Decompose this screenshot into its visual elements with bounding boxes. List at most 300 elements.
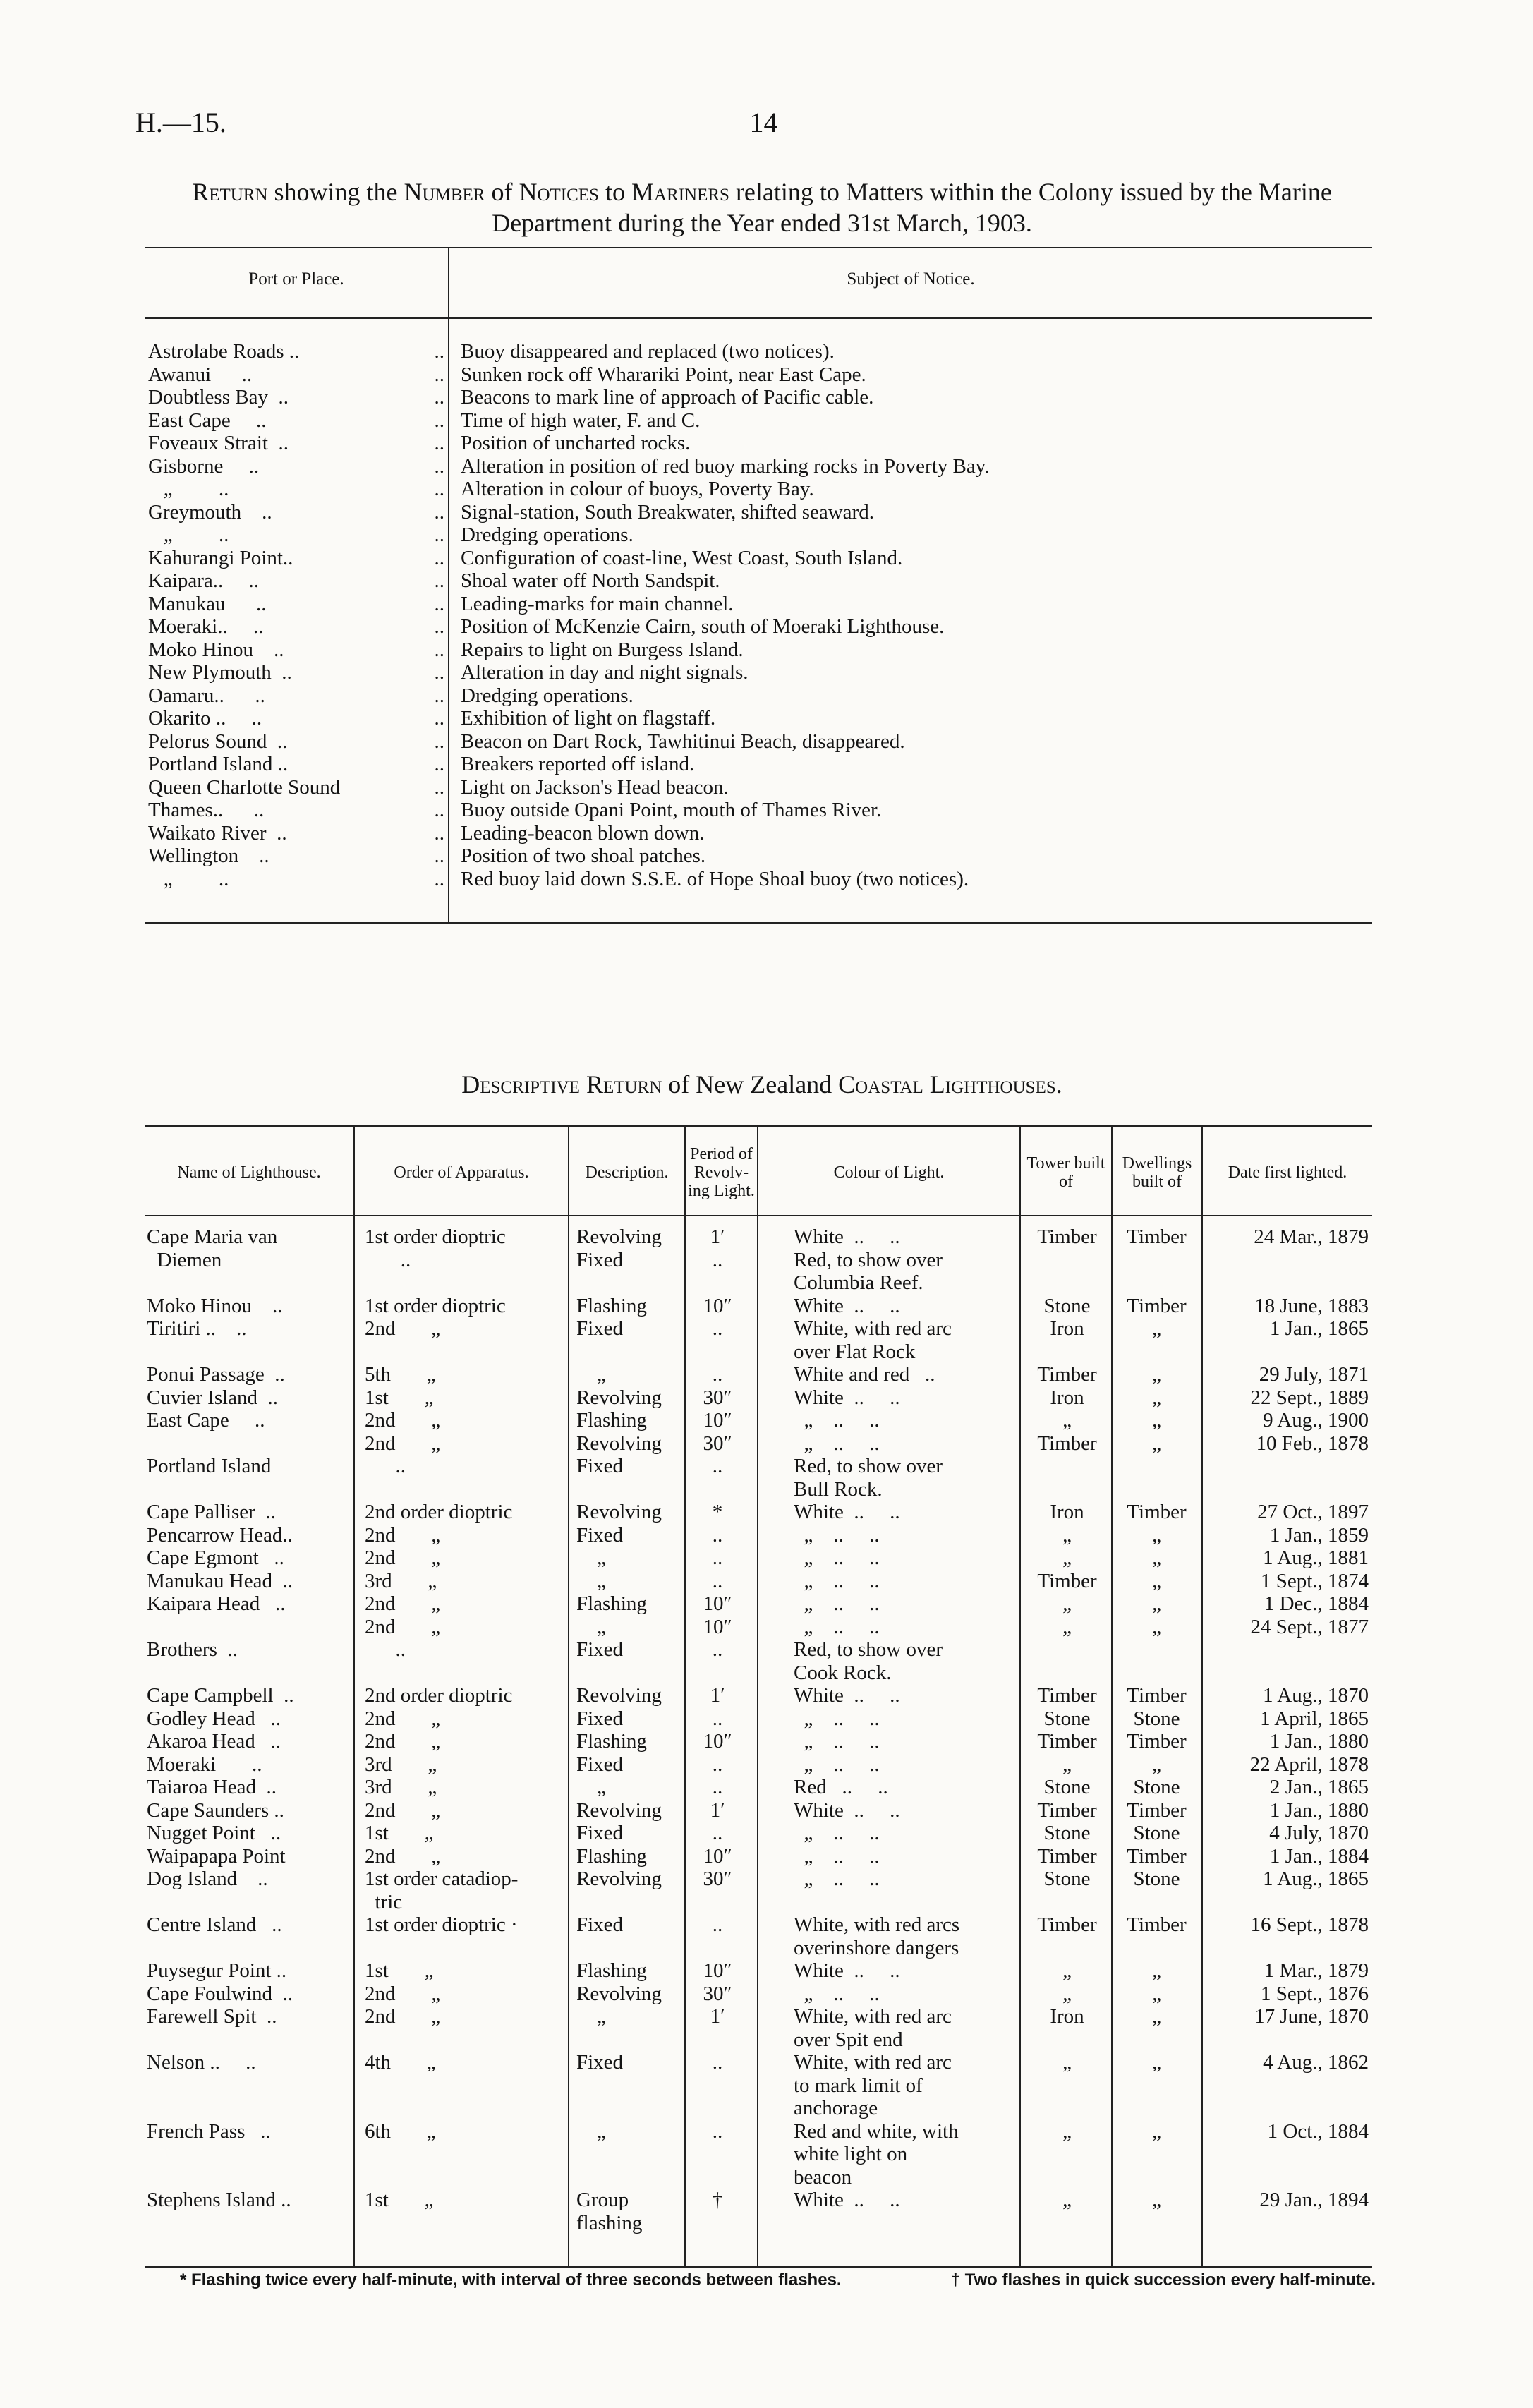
light-colour: „ .. ..: [794, 1844, 880, 1868]
notice-port: Gisborne ..: [148, 454, 260, 478]
revolving-period: 30″: [703, 1982, 732, 2005]
notice-row: [145, 593, 1372, 616]
dwellings-material: „: [1152, 1386, 1161, 1409]
lighthouse-name: Cape Egmont ..: [147, 1547, 284, 1569]
light-description: Revolving: [576, 1868, 662, 1890]
leader-dots: ..: [434, 409, 444, 432]
notice-row: [145, 478, 1372, 501]
dwellings-material: „: [1152, 2051, 1161, 2074]
lighthouse-name: Brothers ..: [147, 1638, 238, 1661]
lighthouse-name: Moeraki ..: [147, 1753, 262, 1776]
light-colour: Red and white, with white light on beacon: [794, 2119, 959, 2189]
date-first-lighted: 17 June, 1870: [1254, 2005, 1369, 2028]
light-colour: „ .. ..: [794, 1868, 880, 1890]
notice-port: Manukau ..: [148, 592, 267, 615]
date-first-lighted: 1 Jan., 1884: [1269, 1844, 1369, 1868]
lighthouse-row: [145, 1776, 1372, 1799]
lighthouse-row: [145, 1822, 1372, 1845]
lighthouse-row: [145, 1592, 1372, 1616]
apparatus-order: 2nd order dioptric: [365, 1684, 513, 1707]
notice-subject: Buoy disappeared and replaced (two notices).: [461, 340, 835, 363]
light-colour: White .. ..: [794, 1294, 900, 1317]
col-header-date: Date first lighted.: [1228, 1163, 1347, 1182]
dwellings-material: Timber: [1127, 1294, 1187, 1317]
light-colour: „ .. ..: [794, 1982, 880, 2005]
dwellings-material: „: [1152, 1432, 1161, 1455]
leader-dots: ..: [434, 775, 444, 799]
notice-port: Moko Hinou ..: [148, 638, 284, 661]
notice-port: Kaipara.. ..: [148, 569, 260, 592]
tower-material: „: [1062, 1959, 1072, 1982]
dwellings-material: Timber: [1127, 1684, 1187, 1707]
tower-material: „: [1062, 2119, 1072, 2143]
light-colour: White .. ..: [794, 1798, 900, 1822]
light-description: Flashing: [576, 1294, 647, 1317]
light-colour: White, with red arc over Spit end: [794, 2005, 952, 2051]
dwellings-material: Stone: [1133, 1868, 1180, 1890]
date-first-lighted: 1 Jan., 1880: [1269, 1730, 1369, 1753]
light-description: Flashing: [576, 1959, 647, 1982]
notice-row: [145, 363, 1372, 387]
notice-row: [145, 639, 1372, 662]
notice-row: [145, 386, 1372, 409]
apparatus-order: 6th „: [365, 2119, 436, 2143]
lighthouse-row: [145, 1295, 1372, 1318]
notice-row: [145, 524, 1372, 547]
date-first-lighted: 9 Aug., 1900: [1263, 1409, 1369, 1432]
lighthouse-row: [145, 1753, 1372, 1777]
col-header-colour: Colour of Light.: [833, 1163, 945, 1182]
notice-row: [145, 501, 1372, 524]
lighthouse-name: French Pass ..: [147, 2119, 271, 2143]
dwellings-material: „: [1152, 1569, 1161, 1592]
notice-subject: Leading-marks for main channel.: [461, 592, 734, 615]
tower-material: Iron: [1050, 1386, 1084, 1409]
lighthouse-name: Portland Island: [147, 1455, 272, 1477]
leader-dots: ..: [434, 638, 444, 661]
lighthouse-row: [145, 1501, 1372, 1524]
leader-dots: ..: [434, 845, 444, 867]
header-rule: [145, 317, 1372, 319]
apparatus-order: 2nd „: [365, 2005, 441, 2028]
notice-row: [145, 569, 1372, 593]
notice-subject: Alteration in position of red buoy marking rocks in Poverty Bay.: [461, 454, 990, 478]
revolving-period: ..: [712, 1569, 723, 1592]
light-description: Fixed: [576, 1707, 624, 1730]
apparatus-order: 2nd „ ..: [365, 1432, 441, 1477]
light-description: „ Fixed: [576, 1615, 624, 1661]
lighthouse-name: Dog Island ..: [147, 1868, 268, 1890]
light-description: Revolving: [576, 1501, 662, 1523]
notice-port: Greymouth ..: [148, 500, 272, 524]
light-colour: „ .. ..: [794, 1569, 880, 1592]
light-colour: „ .. ..: [794, 1822, 880, 1844]
lighthouse-name: Stephens Island ..: [147, 2189, 291, 2211]
notice-row: [145, 432, 1372, 455]
light-description: „: [576, 1547, 606, 1569]
notice-port: Wellington ..: [148, 845, 269, 867]
revolving-period: 1′: [710, 1684, 725, 1707]
apparatus-order: 1st „: [365, 1386, 434, 1409]
col-header-name: Name of Lighthouse.: [177, 1163, 321, 1182]
tower-material: Stone: [1043, 1294, 1091, 1317]
notice-port: Kahurangi Point..: [148, 546, 293, 569]
light-colour: White .. ..: [794, 1684, 900, 1707]
lighthouse-name: Waipapapa Point: [147, 1844, 286, 1868]
col-header-port: Port or Place.: [248, 270, 344, 289]
light-colour: White .. ..: [794, 1501, 900, 1523]
light-description: Revolving: [576, 1386, 662, 1409]
lighthouse-name: Tiritiri .. ..: [147, 1317, 247, 1340]
light-description: Revolving: [576, 1798, 662, 1822]
light-description: Group flashing: [576, 2189, 643, 2234]
date-first-lighted: 1 Aug., 1881: [1263, 1547, 1369, 1569]
apparatus-order: 2nd „: [365, 1730, 441, 1753]
leader-dots: ..: [434, 707, 444, 730]
dwellings-material: „: [1152, 2119, 1161, 2143]
light-colour: White, with red arc to mark limit of anchorage: [794, 2051, 952, 2119]
revolving-period: 10″: [703, 1592, 732, 1615]
light-colour: White .. .. Red, to show over Columbia Reef.: [794, 1226, 943, 1294]
apparatus-order: 5th „: [365, 1363, 436, 1386]
tower-material: Timber: [1037, 1569, 1097, 1592]
lighthouse-row: [145, 1524, 1372, 1547]
revolving-period: 10″: [703, 1294, 732, 1317]
notice-row: [145, 615, 1372, 639]
leader-dots: ..: [434, 684, 444, 707]
notice-row: [145, 409, 1372, 432]
title-text: relating to Matters within the Colony issued by the Marine Department during the Year ended 31st March, 1903.: [492, 178, 1332, 237]
tower-material: Timber: [1037, 1684, 1097, 1707]
apparatus-order: 1st order dioptric: [365, 1294, 506, 1317]
revolving-period: 30″: [703, 1386, 732, 1409]
notice-subject: Red buoy laid down S.S.E. of Hope Shoal buoy (two notices).: [461, 867, 969, 890]
date-first-lighted: 16 Sept., 1878: [1250, 1913, 1369, 1936]
revolving-period: ..: [712, 1523, 723, 1547]
apparatus-order: 2nd „: [365, 1409, 441, 1432]
light-description: Flashing: [576, 1409, 647, 1432]
lighthouse-name: Pencarrow Head..: [147, 1523, 293, 1547]
header-rule: [145, 1215, 1372, 1216]
revolving-period: ..: [712, 1753, 723, 1776]
apparatus-order: 3rd „: [365, 1753, 437, 1776]
tower-material: Stone: [1043, 1707, 1091, 1730]
dwellings-material: Timber: [1127, 1730, 1187, 1753]
leader-dots: ..: [434, 478, 444, 500]
revolving-period: ..: [712, 2051, 723, 2074]
notice-row: [145, 799, 1372, 822]
light-colour: Red .. ..: [794, 1776, 888, 1798]
title-word: Notices: [519, 178, 599, 206]
tower-material: „: [1062, 1615, 1072, 1638]
revolving-period: 1′: [710, 1798, 725, 1822]
dwellings-material: Timber: [1127, 1844, 1187, 1868]
notice-port: East Cape ..: [148, 409, 267, 432]
date-first-lighted: 1 Jan., 1859: [1269, 1523, 1369, 1547]
revolving-period: *: [712, 1501, 723, 1523]
notice-port: Doubtless Bay ..: [148, 386, 289, 409]
dwellings-material: „: [1152, 2005, 1161, 2028]
title-text: of: [485, 178, 519, 206]
page-header: [135, 106, 1392, 148]
apparatus-order: 1st „: [365, 1822, 434, 1844]
notice-row: [145, 730, 1372, 754]
tower-material: Stone: [1043, 1868, 1091, 1890]
lighthouse-row: [145, 1845, 1372, 1868]
lighthouse-name: Ponui Passage ..: [147, 1363, 285, 1386]
tower-material: Iron: [1050, 1501, 1084, 1523]
apparatus-order: 2nd „: [365, 1547, 441, 1569]
notice-row: [145, 776, 1372, 799]
notice-subject: Dredging operations.: [461, 524, 634, 546]
apparatus-order: 3rd „: [365, 1776, 437, 1798]
apparatus-order: 2nd „: [365, 1844, 441, 1868]
tower-material: „: [1062, 1547, 1072, 1569]
tower-material: „: [1062, 1592, 1072, 1615]
notice-subject: Leading-beacon blown down.: [461, 821, 705, 845]
leader-dots: ..: [434, 454, 444, 478]
notice-row: [145, 845, 1372, 868]
date-first-lighted: 27 Oct., 1897: [1257, 1501, 1369, 1523]
lighthouse-row: [145, 1730, 1372, 1753]
leader-dots: ..: [434, 730, 444, 753]
date-first-lighted: 1 Jan., 1865: [1269, 1317, 1369, 1340]
light-colour: White, with red arc over Flat Rock: [794, 1317, 952, 1363]
col-header-period: Period of Revolv-ing Light.: [688, 1145, 755, 1200]
light-description: Fixed: [576, 1822, 624, 1844]
date-first-lighted: 4 Aug., 1862: [1263, 2051, 1369, 2074]
date-first-lighted: 4 July, 1870: [1269, 1822, 1369, 1844]
revolving-period: ..: [712, 1822, 723, 1844]
apparatus-order: 2nd „: [365, 1592, 441, 1615]
lighthouse-row: [145, 1570, 1372, 1593]
tower-material: „: [1062, 1753, 1072, 1776]
lighthouse-name: Cape Saunders ..: [147, 1798, 284, 1822]
notice-port: „ ..: [148, 524, 229, 546]
date-first-lighted: 1 Mar., 1879: [1264, 1959, 1369, 1982]
lighthouse-row: [145, 2189, 1372, 2234]
date-first-lighted: 1 Aug., 1865: [1263, 1868, 1369, 1890]
notice-port: „ ..: [148, 867, 229, 890]
tower-material: „: [1062, 2051, 1072, 2074]
apparatus-order: 2nd „: [365, 1317, 441, 1340]
light-colour: „ .. ..: [794, 1523, 880, 1547]
leader-dots: ..: [434, 821, 444, 845]
notice-subject: Exhibition of light on flagstaff.: [461, 707, 716, 730]
leader-dots: ..: [434, 615, 444, 638]
title-word: Return: [586, 1070, 662, 1099]
notice-port: Foveaux Strait ..: [148, 432, 289, 454]
lighthouse-row: [145, 1317, 1372, 1363]
revolving-period: 10″: [703, 1844, 732, 1868]
notice-port: Thames.. ..: [148, 799, 265, 821]
dwellings-material: Stone: [1133, 1776, 1180, 1798]
dwellings-material: Timber: [1127, 1226, 1187, 1248]
apparatus-order: 2nd order dioptric: [365, 1501, 513, 1523]
col-header-description: Description.: [585, 1163, 669, 1182]
col-header-order: Order of Apparatus.: [394, 1163, 529, 1182]
lighthouse-row: [145, 1616, 1372, 1685]
date-first-lighted: 1 Sept., 1876: [1260, 1982, 1369, 2005]
dwellings-material: „: [1152, 1547, 1161, 1569]
notices-title: [141, 176, 1383, 238]
lighthouse-row: [145, 1226, 1372, 1295]
dwellings-material: Timber: [1127, 1798, 1187, 1822]
revolving-period: 30″ ..: [703, 1432, 732, 1477]
revolving-period: ..: [712, 1707, 723, 1730]
col-header-dwellings: Dwellings built of: [1122, 1154, 1192, 1191]
date-first-lighted: 2 Jan., 1865: [1269, 1776, 1369, 1798]
lighthouse-name: Centre Island ..: [147, 1913, 282, 1936]
date-first-lighted: 24 Mar., 1879: [1254, 1226, 1369, 1248]
lighthouse-name: Taiaroa Head ..: [147, 1776, 277, 1798]
revolving-period: 1′ ..: [710, 1226, 725, 1271]
light-description: Revolving: [576, 1982, 662, 2005]
dwellings-material: „: [1152, 1363, 1161, 1386]
light-colour: „ .. ..: [794, 1592, 880, 1615]
notice-port: Queen Charlotte Sound: [148, 775, 341, 799]
notice-subject: Repairs to light on Burgess Island.: [461, 638, 744, 661]
lighthouse-name: Nelson .. ..: [147, 2051, 256, 2074]
lighthouse-row: [145, 1913, 1372, 1959]
title-word: Coastal: [838, 1070, 923, 1099]
date-first-lighted: 1 Aug., 1870: [1263, 1684, 1369, 1707]
notice-row: [145, 455, 1372, 478]
revolving-period: ..: [712, 1363, 723, 1386]
revolving-period: †: [712, 2189, 723, 2211]
dwellings-material: „: [1152, 2189, 1161, 2211]
lighthouse-name: Cape Maria van Diemen: [147, 1226, 278, 1271]
revolving-period: ..: [712, 1547, 723, 1569]
light-colour: „ .. .. Red, to show over Cook Rock.: [794, 1615, 943, 1684]
lighthouse-name: Cape Foulwind ..: [147, 1982, 293, 2005]
tower-material: Timber: [1037, 1798, 1097, 1822]
apparatus-order: 3rd „: [365, 1569, 437, 1592]
revolving-period: ..: [712, 2119, 723, 2143]
notice-row: [145, 684, 1372, 708]
revolving-period: ..: [712, 1913, 723, 1936]
notice-subject: Shoal water off North Sandspit.: [461, 569, 720, 592]
light-description: Fixed: [576, 2051, 624, 2074]
revolving-period: 30″: [703, 1868, 732, 1890]
lighthouse-row: [145, 2005, 1372, 2051]
apparatus-order: 1st „: [365, 2189, 434, 2211]
lighthouse-row: [145, 1868, 1372, 1913]
tower-material: Timber: [1037, 1844, 1097, 1868]
title-text: to: [598, 178, 631, 206]
notice-port: Okarito .. ..: [148, 707, 262, 730]
lighthouse-row: [145, 1363, 1372, 1386]
date-first-lighted: 24 Sept., 1877: [1250, 1615, 1369, 1638]
notice-subject: Configuration of coast-line, West Coast, South Island.: [461, 546, 903, 569]
date-first-lighted: 1 Dec., 1884: [1264, 1592, 1369, 1615]
dwellings-material: „: [1152, 1317, 1161, 1340]
lighthouse-row: [145, 1432, 1372, 1501]
tower-material: Timber: [1037, 1432, 1097, 1455]
tower-material: Stone: [1043, 1776, 1091, 1798]
leader-dots: ..: [434, 592, 444, 615]
light-description: Fixed: [576, 1913, 624, 1936]
notice-subject: Position of McKenzie Cairn, south of Moeraki Lighthouse.: [461, 615, 945, 638]
dwellings-material: Stone: [1133, 1707, 1180, 1730]
apparatus-order: 1st order dioptric ..: [365, 1226, 506, 1271]
lighthouse-name: East Cape ..: [147, 1409, 265, 1432]
notice-port: Awanui ..: [148, 363, 253, 386]
lighthouse-name: Akaroa Head ..: [147, 1730, 281, 1753]
apparatus-order: 2nd „ ..: [365, 1615, 441, 1661]
light-description: Revolving Fixed: [576, 1432, 662, 1477]
notice-port: Waikato River ..: [148, 821, 287, 845]
light-colour: White .. ..: [794, 1386, 900, 1409]
footnote-dagger: † Two flashes in quick succession every half-minute.: [950, 2270, 1376, 2289]
dwellings-material: Timber: [1127, 1913, 1187, 1936]
revolving-period: 10″: [703, 1730, 732, 1753]
col-header-tower: Tower built of: [1026, 1154, 1105, 1191]
light-description: Revolving: [576, 1684, 662, 1707]
lighthouse-name: Manukau Head ..: [147, 1569, 293, 1592]
notice-subject: Position of uncharted rocks.: [461, 432, 691, 454]
revolving-period: 10″ ..: [703, 1615, 732, 1661]
lighthouse-name: Cape Campbell ..: [147, 1684, 294, 1707]
apparatus-order: 2nd „: [365, 1707, 441, 1730]
title-word: Return: [192, 178, 268, 206]
apparatus-order: 4th „: [365, 2051, 436, 2074]
revolving-period: 10″: [703, 1409, 732, 1432]
dwellings-material: „: [1152, 1982, 1161, 2005]
notice-subject: Buoy outside Opani Point, mouth of Thames River.: [461, 799, 882, 821]
tower-material: Timber: [1037, 1730, 1097, 1753]
notice-row: [145, 868, 1372, 891]
notice-subject: Sunken rock off Wharariki Point, near East Cape.: [461, 363, 866, 386]
notice-row: [145, 340, 1372, 363]
date-first-lighted: 29 Jan., 1894: [1259, 2189, 1369, 2211]
light-description: Fixed: [576, 1317, 624, 1340]
light-colour: „ .. ..: [794, 1707, 880, 1730]
tower-material: Timber: [1037, 1913, 1097, 1936]
dwellings-material: „: [1152, 1959, 1161, 1982]
notice-row: [145, 707, 1372, 730]
lighthouse-row: [145, 2051, 1372, 2120]
light-description: „: [576, 2119, 606, 2143]
lighthouse-row: [145, 1959, 1372, 1983]
dwellings-material: „: [1152, 1523, 1161, 1547]
lighthouse-row: [145, 1707, 1372, 1731]
tower-material: „: [1062, 1409, 1072, 1432]
date-first-lighted: 18 June, 1883: [1254, 1294, 1369, 1317]
tower-material: Iron: [1050, 2005, 1084, 2028]
light-description: Fixed: [576, 1753, 624, 1776]
dwellings-material: Stone: [1133, 1822, 1180, 1844]
lighthouse-row: [145, 1409, 1372, 1432]
notice-subject: Beacons to mark line of approach of Pacific cable.: [461, 386, 874, 409]
notice-subject: Breakers reported off island.: [461, 753, 695, 775]
revolving-period: 1′: [710, 2005, 725, 2028]
date-first-lighted: 1 Jan., 1880: [1269, 1798, 1369, 1822]
leader-dots: ..: [434, 661, 444, 684]
notice-subject: Beacon on Dart Rock, Tawhitinui Beach, disappeared.: [461, 730, 905, 753]
notice-row: [145, 822, 1372, 845]
leader-dots: ..: [434, 799, 444, 821]
date-first-lighted: 1 April, 1865: [1260, 1707, 1369, 1730]
tower-material: Stone: [1043, 1822, 1091, 1844]
light-description: „: [576, 1363, 606, 1386]
notice-port: Astrolabe Roads ..: [148, 340, 300, 363]
leader-dots: ..: [434, 500, 444, 524]
date-first-lighted: 22 Sept., 1889: [1250, 1386, 1369, 1409]
lighthouse-row: [145, 1983, 1372, 2006]
leader-dots: ..: [434, 546, 444, 569]
leader-dots: ..: [434, 524, 444, 546]
